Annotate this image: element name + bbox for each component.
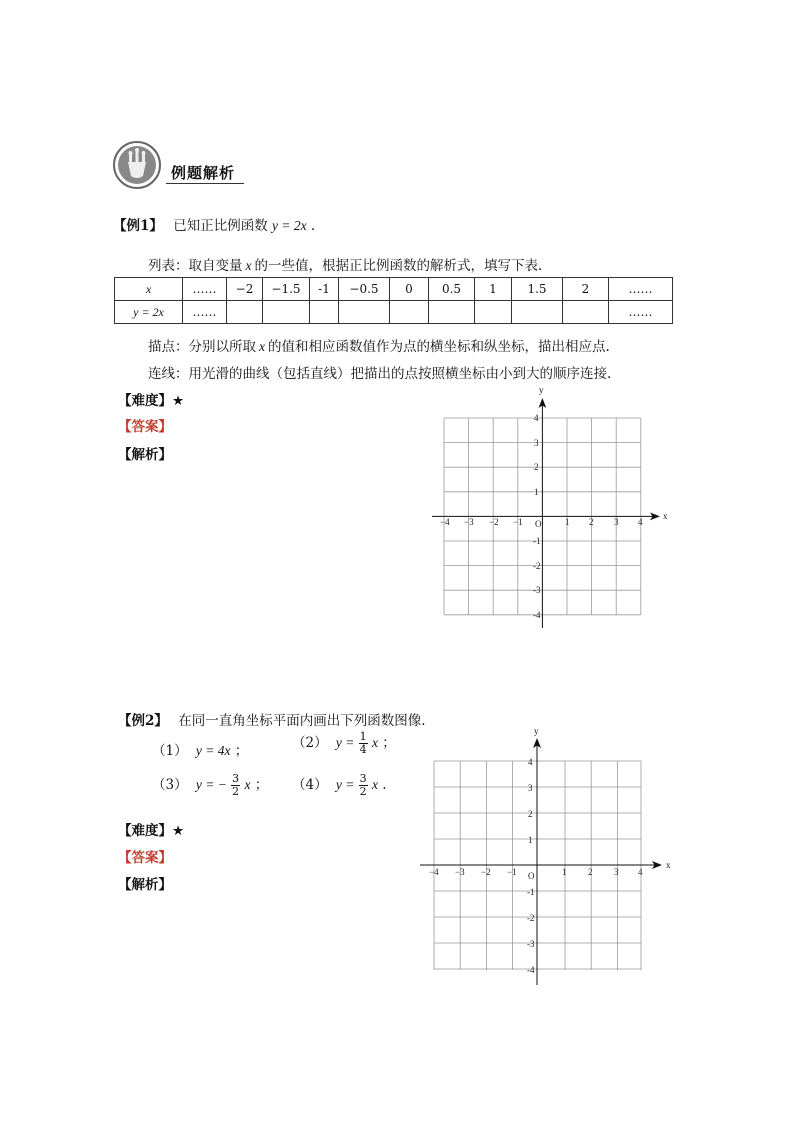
- value-table: [114, 277, 673, 324]
- table-cell: [512, 301, 563, 324]
- table-cell: 1.5: [512, 278, 563, 301]
- example1-function: y = 2x: [272, 218, 307, 233]
- fraction: $\frac{1}{4}$: [359, 730, 367, 756]
- x-tick-label: −2: [489, 517, 499, 527]
- axes: [432, 402, 656, 628]
- table-cell: −1.5: [263, 278, 310, 301]
- table-cell: [263, 301, 310, 324]
- x-tick-label: −1: [513, 517, 523, 527]
- x-tick-label: 2: [588, 867, 593, 877]
- example1-statement: 【例1】 已知正比例函数 y = 2x .: [113, 218, 316, 234]
- star-icon: ★: [172, 823, 185, 839]
- y-tick-label: 2: [534, 462, 539, 472]
- y-tick-label: -2: [533, 561, 541, 571]
- table-cell: ……: [183, 278, 227, 301]
- table-cell: [227, 301, 263, 324]
- table-cell: −2: [227, 278, 263, 301]
- connect-instruction: 连线：用光滑的曲线（包括直线）把描出的点按照横坐标由小到大的顺序连接.: [148, 366, 612, 382]
- table-header-y: y = 2x: [115, 301, 183, 324]
- fraction: $\frac{3}{2}$: [232, 772, 240, 798]
- table-row-x: [115, 278, 673, 301]
- table-cell: 0.5: [429, 278, 475, 301]
- x-tick-label: 4: [638, 867, 643, 877]
- y-tick-label: 1: [528, 835, 533, 845]
- x-tick-label: 1: [565, 517, 570, 527]
- example2-statement: 【例2】 在同一直角坐标平面内画出下列函数图像.: [118, 713, 426, 729]
- list-instruction: 列表：取自变量 x 的一些值，根据正比例函数的解析式，填写下表.: [148, 258, 543, 274]
- x-tick-label: −3: [464, 517, 474, 527]
- x-tick-label: 3: [614, 867, 619, 877]
- axes: [420, 742, 656, 985]
- example1-answer-label: 【答案】: [118, 419, 172, 435]
- y-tick-label: 1: [534, 487, 539, 497]
- table-cell: −0.5: [339, 278, 390, 301]
- coordinate-grid-1: [420, 380, 680, 635]
- star-icon: ★: [172, 393, 185, 409]
- x-tick-label: 3: [614, 517, 619, 527]
- y-tick-label: -3: [533, 585, 541, 595]
- section-title-underline: [166, 183, 244, 184]
- table-cell: -1: [310, 278, 339, 301]
- section-badge-icon: [112, 140, 162, 190]
- example2-analysis-label: 【解析】: [118, 877, 172, 893]
- table-cell: [339, 301, 390, 324]
- x-tick-label: −1: [507, 867, 517, 877]
- table-cell: 2: [563, 278, 609, 301]
- x-tick-label: 2: [589, 517, 594, 527]
- x-tick-label: −2: [481, 867, 491, 877]
- table-row-y: [115, 301, 673, 324]
- table-cell: [310, 301, 339, 324]
- x-tick-label: 1: [562, 867, 567, 877]
- y-tick-label: 3: [534, 438, 539, 448]
- y-tick-label: -4: [527, 965, 535, 975]
- table-cell: [475, 301, 512, 324]
- table-cell: 0: [390, 278, 429, 301]
- y-tick-label: 3: [528, 783, 533, 793]
- table-cell: [563, 301, 609, 324]
- y-tick-label: 2: [528, 809, 533, 819]
- example2-difficulty: 【难度】★: [118, 823, 185, 839]
- example1-difficulty: 【难度】★: [118, 393, 185, 409]
- y-tick-label: -1: [533, 536, 541, 546]
- origin-label: O: [535, 519, 542, 529]
- x-axis-label: x: [666, 860, 671, 870]
- y-axis-label: y: [534, 726, 539, 736]
- table-header-x: x: [115, 278, 183, 301]
- function-item-4: （4） y = $\frac{3}{2}$ x .: [292, 772, 387, 798]
- x-axis-label: x: [663, 511, 668, 521]
- origin-label: O: [528, 871, 535, 881]
- y-tick-label: -1: [527, 887, 535, 897]
- table-cell: 1: [475, 278, 512, 301]
- x-tick-label: −4: [429, 867, 439, 877]
- table-cell: [390, 301, 429, 324]
- y-tick-label: 4: [528, 757, 533, 767]
- y-tick-label: -4: [533, 610, 541, 620]
- y-axis-label: y: [539, 385, 544, 395]
- fraction: $\frac{3}{2}$: [359, 772, 367, 798]
- y-tick-label: -3: [527, 939, 535, 949]
- x-tick-label: −3: [455, 867, 465, 877]
- table-cell: ……: [609, 278, 673, 301]
- x-tick-label: −4: [440, 517, 450, 527]
- table-cell: ……: [609, 301, 673, 324]
- function-item-1: （1） y = 4x ；: [152, 743, 249, 759]
- example1-analysis-label: 【解析】: [118, 447, 172, 463]
- example1-label: 【例1】: [113, 218, 163, 234]
- example2-label: 【例2】: [118, 713, 168, 729]
- function-item-3: （3） y = − $\frac{3}{2}$ x ；: [152, 772, 269, 798]
- y-tick-label: 4: [534, 413, 539, 423]
- function-item-2: （2） y = $\frac{1}{4}$ x ；: [292, 730, 396, 756]
- y-tick-label: -2: [527, 913, 535, 923]
- coordinate-grid-2: [415, 722, 680, 990]
- example2-answer-label: 【答案】: [118, 850, 172, 866]
- x-tick-label: 4: [638, 517, 643, 527]
- table-cell: [429, 301, 475, 324]
- section-title: 例题解析: [171, 164, 236, 182]
- plot-instruction: 描点：分别以所取 x 的值和相应函数值作为点的横坐标和纵坐标，描出相应点.: [148, 339, 610, 355]
- table-cell: ……: [183, 301, 227, 324]
